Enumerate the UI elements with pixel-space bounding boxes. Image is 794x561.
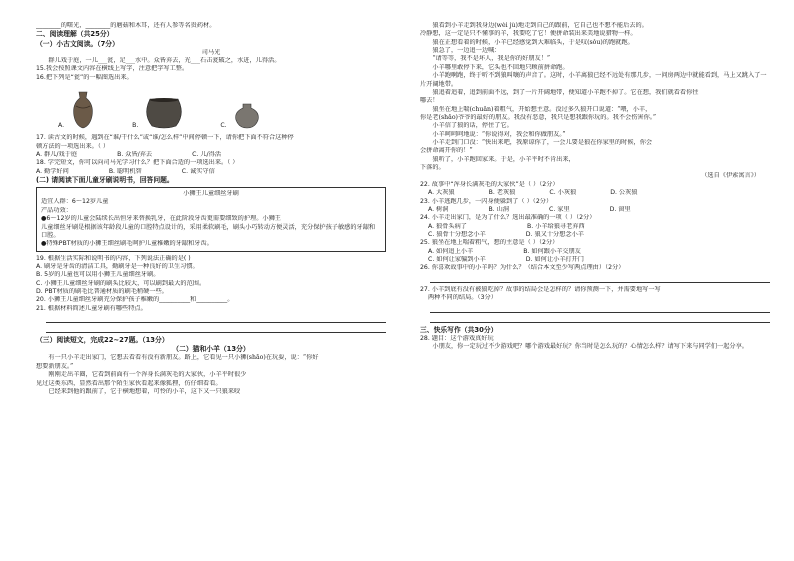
- poem-text: 群儿戏于庭，一儿___瓮，足___水中。众皆弃去，光___石击瓮破之，水迸，儿得活。: [48, 57, 281, 65]
- question-25-options-row2: [420, 256, 770, 264]
- story-line: 狼追着追着，追到前面不远，到了一片开阔地带，便知道小羊跑不掉了。它在想，我们就看看你往: [432, 88, 699, 96]
- q25-option-b[interactable]: B. 如何跟小羊交朋友: [523, 247, 581, 255]
- question-25: 25. 狼坐在地上喘着粗气，想的主意是（ ）（2分）: [420, 239, 559, 247]
- q23-option-d[interactable]: D. 窗里: [609, 205, 631, 213]
- q22-option-a[interactable]: A. 大灰狼: [428, 189, 455, 197]
- left-column: [36, 22, 386, 396]
- story-line: 会拼命离开你的！”: [420, 147, 473, 155]
- answer-line-1[interactable]: [430, 303, 770, 313]
- story-line: 狼急了，一边追一边喊：: [432, 47, 501, 55]
- story-source: （选自《伊索寓言》）: [701, 172, 760, 180]
- poem-title: 司马光: [201, 48, 221, 56]
- manual-line: ●6～12岁的儿童会陆续长出恒牙来替换乳牙，在此阶段牙齿更需要细致的护理。小狮王: [41, 215, 281, 223]
- question-22: 22. 故事中“浑身长满灰毛的大家伙”是（ ）（2分）: [420, 180, 559, 188]
- part3-title: （三）阅读短文，完成22~27题。（13分）: [36, 336, 169, 345]
- question-16: 16.把下列是“瓮”的一幅图选出来。: [36, 73, 133, 81]
- q24-option-c[interactable]: C. 狼骨十分想念小羊: [428, 230, 486, 238]
- answer-line[interactable]: [430, 273, 770, 283]
- q17-option-b[interactable]: B. 众皆/弃去: [117, 150, 153, 158]
- q18-option-c[interactable]: C. 诚实守信: [181, 167, 215, 175]
- manual-line: 适宜人群：6～12岁儿童: [41, 198, 109, 206]
- q19-option-d[interactable]: D. PBT材质的刷毛比普通材质的刷毛稍硬一些。: [36, 288, 168, 296]
- story-line: 想要新朋友。”: [36, 362, 74, 370]
- vase-label-c: C.: [220, 121, 227, 129]
- question-19: 19. 根据生活实际和说明书的内容，下列说法正确的是( ): [36, 254, 191, 262]
- story-line: 狼坐在地上喘(chuǎn)着粗气，开始想主意。没过多久狼开口说道：“喂，小羊，: [432, 105, 652, 113]
- vase-label-b: B.: [132, 121, 139, 129]
- question-28-prompt: 小朋友，你一定玩过不少游戏吧？哪个游戏最好玩？你当时是怎么玩的？心情怎么样？请写下来与同学们一起分享。: [432, 343, 748, 351]
- question-21: 21. 根据材料简述儿童牙刷有哪些特点。: [36, 304, 147, 312]
- q24-option-a[interactable]: A. 狼骨头病了: [428, 222, 467, 230]
- top-line: ________的曙光，________的磨菇和木耳，还有人参等名贵药材。: [36, 22, 216, 29]
- manual-title: 小狮王儿童细丝牙刷: [183, 190, 239, 198]
- vase-option-c[interactable]: [220, 102, 260, 130]
- manual-line: 儿童细丝牙刷是根据该年龄段儿童的口腔特点设计的，采用柔软刷毛，刷头小巧转动方便灵活，充分保护孩子敏感的牙龈和口腔。: [41, 223, 376, 239]
- q19-option-c[interactable]: C. 小狮王儿童细丝牙刷的刷头比较大，可以刷到最大的范围。: [36, 279, 206, 287]
- q25-option-d[interactable]: D. 如何让小羊打开门: [525, 256, 584, 264]
- q23-option-b[interactable]: B. 山洞: [488, 205, 509, 213]
- vase-option-b[interactable]: [132, 96, 184, 130]
- q22-option-c[interactable]: C. 小灰狼: [549, 189, 577, 197]
- story-line: “请等等，我不是坏人，我是你的好朋友！”: [432, 55, 551, 63]
- q19-option-b[interactable]: B. 5岁的儿童也可以用小狮王儿童细丝牙刷。: [36, 271, 160, 279]
- vase-b-image: [144, 96, 184, 130]
- question-17-options: [36, 151, 386, 159]
- q22-option-b[interactable]: B. 老灰狼: [488, 189, 516, 197]
- question-27-line2: 两种不同的结局。（3分）: [428, 294, 497, 302]
- story-title: （二）猫和小羊（13分）: [172, 345, 250, 354]
- question-22-options: [420, 189, 770, 197]
- question-27-line1: 27. 小羊到底有没有被狼吃掉？故事的结局会是怎样的？请你预测一下，并需要地写一写: [420, 285, 661, 293]
- part1-title: （一）小古文阅读。（7分）: [36, 39, 119, 48]
- q19-option-a[interactable]: A. 刷牙是牙齿的清洁工具，勤刷牙是一种良好的卫生习惯。: [36, 262, 199, 270]
- question-18-options: [36, 168, 386, 176]
- question-25-options-row1: [420, 248, 770, 256]
- q25-option-c[interactable]: C. 如何让家骗到小羊: [428, 256, 486, 264]
- story-line: 狼在正想看着的时候，小羊已经感觉到大难临头，于是叹(sǒu)的跑就跑。: [432, 38, 634, 46]
- q25-option-a[interactable]: A. 如何追上小羊: [428, 247, 474, 255]
- story-line: 小羊哪里敢停下来，它头也不回地只顾前拼命跑。: [432, 63, 569, 71]
- vase-a-image: [70, 90, 96, 130]
- q24-option-b[interactable]: B. 小羊给狼寻老弃西: [527, 222, 585, 230]
- q17-option-a[interactable]: A. 群儿/戏于庭: [36, 150, 78, 158]
- story-line: 小羊信了狼的话，停住了它。: [432, 122, 513, 130]
- story-line: 已经来到他的跟前了，它于横地想着，可怜的小羊，这下又一只狼来咬: [48, 387, 241, 395]
- q18-option-b[interactable]: B. 聪明机智: [108, 167, 142, 175]
- question-17-line1: 17. 读古文的时候，遇到在“谁/干什么”或“谁/怎么样”中间停顿一下，请你把下面不符合这种停: [36, 134, 294, 142]
- section2-title: 二、阅读理解（共25分）: [36, 30, 114, 39]
- story-line: 有一只小羊走出家门，它想去看看有没有新朋友。路上，它看见一只小狮(shāo)在玩耍，说：“你好: [48, 354, 319, 362]
- question-24: 24. 小羊走出家门，是为了什么？选出最准确的一项（ ）（2分）: [420, 214, 596, 222]
- story-line: 冷静想，这一定是只不懂事的羊，我要吃了它！便拼命装出来美地说猎物一样。: [420, 30, 637, 38]
- question-23: 23. 小羊逃跑几步，一闪身便躲到了（ ）（2分）: [420, 197, 553, 205]
- question-18: 18. 学完短文，你可以向司马光学习什么？把下面合适的一项选出来。（ ）: [36, 159, 239, 167]
- toothbrush-manual-box: [36, 187, 386, 252]
- story-line: 小羊跑啊跑，终于听不到狼叫嚷的声音了。这时，小羊离狼已经不远处有那几步，一问房两边中就能看到，马上又跳入了一片开阔地带。: [420, 72, 767, 88]
- vase-option-a[interactable]: [58, 90, 96, 130]
- question-26: 26. 你喜欢故事中的小羊吗？为什么？（结合本文至少写两点理由）（2分）: [420, 264, 625, 272]
- question-28: 28. 题目：这个游戏真好玩: [420, 334, 494, 342]
- story-line: 狼听了，小羊跑回家来。于是，小羊平时不肯出来，: [432, 155, 575, 163]
- q18-option-a[interactable]: A. 勤学好问: [36, 167, 69, 175]
- manual-line: ●特殊PBT材质的小狮王细丝刷毛呵护儿童稚嫩的牙龈和牙齿。: [41, 240, 213, 248]
- story-line: 小羊走到门口没：“快出来吧，我原谅你了，一会儿要是狼在你家里的时候，你会: [432, 139, 653, 147]
- vase-label-a: A.: [58, 121, 65, 129]
- vase-options: [58, 86, 386, 130]
- question-17-line2: 顿方法的一项选出来。（ ）: [36, 142, 110, 150]
- right-column: [420, 22, 770, 351]
- answer-line[interactable]: [46, 323, 386, 333]
- question-24-options-row1: [420, 223, 770, 231]
- question-15: 15.我会按照课文内容在横线上写字，注意把字写工整。: [36, 65, 189, 73]
- part2-title: (二) 请阅读下面儿童牙刷说明书，回答问题。: [36, 175, 174, 184]
- story-line: 见过这类东西，显然看出那个陌生家伙看起来像狐狸，仿仔细看看。: [36, 379, 222, 387]
- story-line: 刚刚走出羊圈，它看到前面有一个浑身长满灰毛的大家伙，小羊平时很少: [48, 371, 247, 379]
- manual-line: 产品功效：: [41, 206, 72, 214]
- q17-option-c[interactable]: C. 儿/得活: [192, 150, 222, 158]
- question-23-options: [420, 206, 770, 214]
- question-20: 20. 小狮王儿童细丝牙刷充分保护孩子稚嫩的__________和__________。: [36, 296, 234, 304]
- story-line: 你是老(shǎo)爷爷的最好的朋友。我没有恶意，我只是想我跟你玩的。我不会伤害你。”: [420, 113, 657, 121]
- q22-option-d[interactable]: D. 公灰狼: [610, 189, 638, 197]
- answer-line-2[interactable]: [430, 313, 770, 323]
- q24-option-d[interactable]: D. 狼又十分想念小羊: [525, 230, 584, 238]
- q23-option-a[interactable]: A. 树洞: [428, 205, 449, 213]
- section3-title: 三、快乐写作（共30分）: [420, 325, 498, 334]
- story-line: 哪去！: [420, 97, 439, 105]
- story-line: 狼看到小羊走到我身边(wèi jù)地走到自己的跟前，它自己也不想不能后去的。: [432, 22, 648, 29]
- story-line: 下落的。: [420, 164, 445, 172]
- vase-c-image: [233, 102, 261, 130]
- question-24-options-row2: [420, 231, 770, 239]
- story-line: 小羊呵呵呵地说：“你说得对，我会和你做朋友。”: [432, 130, 566, 138]
- q23-option-c[interactable]: C. 家里: [549, 205, 570, 213]
- answer-line[interactable]: [46, 313, 386, 323]
